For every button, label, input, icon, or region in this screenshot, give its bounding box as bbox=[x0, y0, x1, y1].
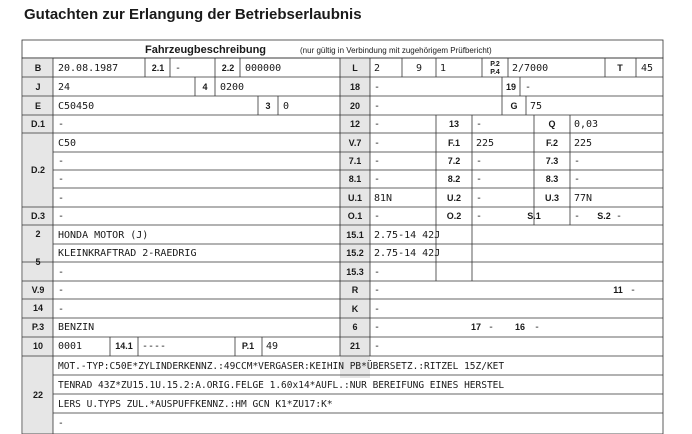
value-P2-P4: 2/7000 bbox=[512, 63, 549, 74]
remarks-line: LERS U.TYPS ZUL.*AUSPUFFKENNZ.:HM GCN K1*ZU17:K* bbox=[58, 399, 333, 410]
label-13: 13 bbox=[448, 119, 460, 129]
label-14: 14 bbox=[32, 303, 44, 313]
value-O1: - bbox=[374, 211, 381, 222]
remarks-line: TENRAD 43Z*ZU15.1U.15.2:A.ORIG.FELGE 1.60x14*AUFL.:NUR BEREIFUNG EINES HERSTEL bbox=[58, 380, 505, 391]
value-J: 24 bbox=[58, 82, 71, 93]
label-2-2: 2.2 bbox=[221, 63, 235, 73]
value-19: - bbox=[525, 82, 532, 93]
label-D1: D.1 bbox=[30, 119, 46, 129]
label-6: 6 bbox=[352, 322, 358, 332]
label-G: G bbox=[510, 101, 518, 111]
value-15-3: - bbox=[374, 267, 381, 278]
value-P3: BENZIN bbox=[58, 322, 95, 333]
label-21: 21 bbox=[349, 341, 361, 351]
value-2-1: - bbox=[175, 63, 182, 74]
label-O2: O.2 bbox=[446, 211, 462, 221]
label-L: L bbox=[352, 63, 358, 73]
label-10: 10 bbox=[32, 341, 44, 351]
form-header-note: (nur gültig in Verbindung mit zugehörigem Prüfbericht) bbox=[300, 46, 492, 55]
label-3: 3 bbox=[265, 101, 271, 111]
label-7-2: 7.2 bbox=[447, 156, 461, 166]
value-D3: - bbox=[58, 211, 65, 222]
value-E: C50450 bbox=[58, 101, 95, 112]
label-V7: V.7 bbox=[348, 138, 362, 148]
value-4: 0200 bbox=[220, 82, 245, 93]
label-14-1: 14.1 bbox=[115, 341, 133, 351]
label-F2: F.2 bbox=[545, 138, 559, 148]
value-G: 75 bbox=[530, 101, 543, 112]
label-T: T bbox=[617, 63, 623, 73]
value-P1: 49 bbox=[266, 341, 279, 352]
value-8-2: - bbox=[476, 174, 483, 185]
label-15-1: 15.1 bbox=[346, 230, 364, 240]
label-S1: S.1 bbox=[527, 211, 541, 221]
label-D2: D.2 bbox=[30, 165, 46, 175]
value-14: - bbox=[58, 304, 65, 315]
value-R: - bbox=[374, 285, 381, 296]
value-L-3: 1 bbox=[440, 63, 447, 74]
value-5-line2: - bbox=[58, 267, 65, 278]
value-S1: - bbox=[574, 211, 581, 222]
value-14-1: ---- bbox=[142, 341, 167, 352]
label-17: 17 bbox=[470, 322, 482, 332]
value-D2-line4: - bbox=[58, 193, 65, 204]
label-7-1: 7.1 bbox=[348, 156, 362, 166]
value-K: - bbox=[374, 304, 381, 315]
label-11: 11 bbox=[613, 285, 623, 295]
value-12: - bbox=[374, 119, 381, 130]
value-V7: - bbox=[374, 138, 381, 149]
label-F1: F.1 bbox=[447, 138, 461, 148]
remarks-line: - bbox=[58, 418, 64, 429]
label-B: B bbox=[34, 63, 42, 73]
label-O1: O.1 bbox=[347, 211, 363, 221]
value-13: - bbox=[476, 119, 483, 130]
value-7-2: - bbox=[476, 156, 483, 167]
value-16: - bbox=[534, 322, 541, 333]
value-7-3: - bbox=[574, 156, 581, 167]
label-S2: S.2 bbox=[597, 211, 611, 221]
value-8-3: - bbox=[574, 174, 581, 185]
label-22: 22 bbox=[32, 390, 44, 400]
value-F2: 225 bbox=[574, 138, 593, 149]
label-P2: P.2 bbox=[490, 61, 500, 68]
label-19: 19 bbox=[505, 82, 517, 92]
label-8-1: 8.1 bbox=[348, 174, 362, 184]
value-F1: 225 bbox=[476, 138, 495, 149]
value-D2-line3: - bbox=[58, 174, 65, 185]
value-7-1: - bbox=[374, 156, 381, 167]
label-15-2: 15.2 bbox=[346, 248, 364, 258]
value-11: - bbox=[630, 285, 637, 296]
value-10: 0001 bbox=[58, 341, 83, 352]
label-P4: P.4 bbox=[490, 69, 500, 76]
form-header-title: Fahrzeugbeschreibung bbox=[145, 44, 267, 56]
value-O2: - bbox=[476, 211, 483, 222]
label-2-1: 2.1 bbox=[151, 63, 165, 73]
label-20: 20 bbox=[349, 101, 361, 111]
label-12: 12 bbox=[349, 119, 361, 129]
label-8-2: 8.2 bbox=[447, 174, 461, 184]
value-U2: - bbox=[476, 193, 483, 204]
value-8-1: - bbox=[374, 174, 381, 185]
value-U3: 77N bbox=[574, 193, 593, 204]
label-R: R bbox=[351, 285, 359, 295]
label-P3: P.3 bbox=[31, 322, 45, 332]
label-2: 2 bbox=[35, 229, 41, 239]
value-U1: 81N bbox=[374, 193, 393, 204]
label-18: 18 bbox=[349, 82, 361, 92]
label-U2: U.2 bbox=[446, 193, 462, 203]
label-E: E bbox=[34, 101, 42, 111]
value-20: - bbox=[374, 101, 381, 112]
value-V9: - bbox=[58, 285, 65, 296]
value-21: - bbox=[374, 341, 381, 352]
value-S2: - bbox=[616, 211, 623, 222]
value-6: - bbox=[374, 322, 381, 333]
value-D2-line1: C50 bbox=[58, 138, 77, 149]
label-P1: P.1 bbox=[241, 341, 255, 351]
label-Q: Q bbox=[548, 119, 556, 129]
label-K: K bbox=[351, 304, 359, 314]
label-U1: U.1 bbox=[347, 193, 363, 203]
page-title: Gutachten zur Erlangung der Betriebserlaubnis bbox=[24, 6, 362, 23]
label-8-3: 8.3 bbox=[545, 174, 559, 184]
label-15-3: 15.3 bbox=[346, 267, 364, 277]
label-J: J bbox=[35, 82, 41, 92]
value-15-1: 2.75-14 42J bbox=[374, 230, 441, 241]
value-D2-line2: - bbox=[58, 156, 65, 167]
value-L-1: 2 bbox=[374, 63, 381, 74]
value-B: 20.08.1987 bbox=[58, 63, 119, 74]
value-3: 0 bbox=[283, 101, 290, 112]
value-18: - bbox=[374, 82, 381, 93]
value-2-2: 000000 bbox=[245, 63, 282, 74]
label-16: 16 bbox=[514, 322, 526, 332]
label-4: 4 bbox=[202, 82, 208, 92]
value-Q: 0,03 bbox=[574, 119, 599, 130]
label-5: 5 bbox=[35, 257, 41, 267]
value-T: 45 bbox=[641, 63, 654, 74]
label-V9: V.9 bbox=[31, 285, 45, 295]
label-7-3: 7.3 bbox=[545, 156, 559, 166]
label-U3: U.3 bbox=[544, 193, 560, 203]
label-D3: D.3 bbox=[30, 211, 46, 221]
value-5-line1: KLEINKRAFTRAD 2-RAEDRIG bbox=[58, 248, 197, 259]
value-17: - bbox=[488, 322, 495, 333]
remarks-line: MOT.-TYP:C50E*ZYLINDERKENNZ.:49CCM*VERGASER:KEIHIN PB*ÜBERSETZ.:RITZEL 15Z/KET bbox=[58, 361, 505, 372]
value-D1: - bbox=[58, 119, 65, 130]
value-15-2: 2.75-14 42J bbox=[374, 248, 441, 259]
value-L-2: 9 bbox=[416, 63, 423, 74]
value-2: HONDA MOTOR (J) bbox=[58, 230, 149, 241]
